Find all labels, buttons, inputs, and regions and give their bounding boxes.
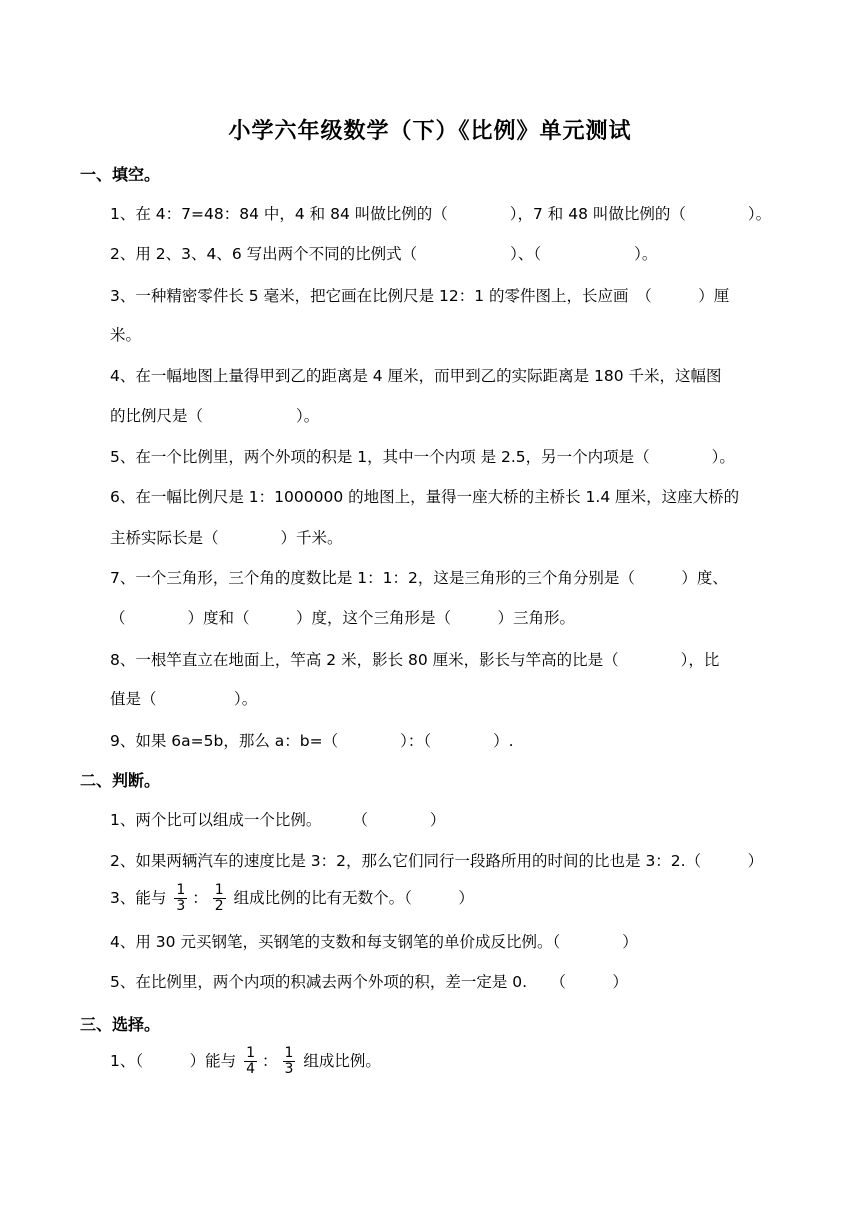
judge-question-3-suffix: 组成比例的比有无数个。（ ） (233, 889, 474, 907)
fill-question-1: 1、在 4：7=48：84 中，4 和 84 叫做比例的（ ），7 和 48 叫做比例的（ ）。 (110, 205, 772, 223)
page-title: 小学六年级数学（下）《比例》单元测试 (228, 119, 632, 144)
fraction-one-half (213, 883, 226, 914)
judge-question-3-prefix: 3、能与 (110, 889, 167, 907)
choice-question-1-suffix: 组成比例。 (303, 1052, 381, 1070)
section-choice-heading: 三、选择。 (80, 1015, 161, 1034)
judge-question-4: 4、用 30 元买钢笔，买钢笔的支数和每支钢笔的单价成反比例。（ ） (110, 933, 638, 951)
fill-question-7: 7、一个三角形，三个角的度数比是 1：1：2，这是三角形的三个角分别是（ ）度、 (110, 569, 728, 587)
judge-question-1: 1、两个比可以组成一个比例。 （ ） (110, 811, 446, 829)
fraction-one-quarter (244, 1046, 257, 1077)
choice-question-1-prefix: 1、（ ）能与 (110, 1052, 237, 1070)
fill-question-4-cont: 的比例尺是（ ）。 (110, 407, 320, 425)
section-fill-heading: 一、填空。 (80, 165, 161, 184)
ratio-colon: ： (192, 889, 208, 907)
fraction-numerator: 1 (176, 882, 186, 898)
fill-question-3: 3、一种精密零件长 5 毫米，把它画在比例尺是 12：1 的零件图上，长应画 （ ）厘 (110, 287, 730, 305)
fraction-numerator: 1 (246, 1045, 255, 1061)
section-judge-heading: 二、判断。 (80, 771, 161, 790)
fraction-numerator: 1 (284, 1045, 294, 1061)
fraction-denominator: 3 (284, 1061, 294, 1077)
fill-question-8: 8、一根竿直立在地面上，竿高 2 米，影长 80 厘米，影长与竿高的比是（ ），比 (110, 651, 720, 669)
judge-question-2: 2、如果两辆汽车的速度比是 3：2，那么它们同行一段路所用的时间的比也是 3：2.（ ） (110, 852, 764, 870)
choice-question-1 (110, 1043, 381, 1079)
fill-question-3-cont: 米。 (110, 326, 142, 344)
fraction-denominator: 4 (246, 1061, 255, 1077)
fraction-one-third (283, 1046, 296, 1077)
ratio-colon: ： (261, 1052, 278, 1070)
judge-question-3 (110, 880, 474, 916)
judge-question-5: 5、在比例里，两个内项的积减去两个外项的积，差一定是 0. （ ） (110, 973, 628, 991)
fraction-denominator: 3 (176, 898, 186, 914)
fraction-one-third (174, 883, 187, 914)
fill-question-8-cont: 值是（ ）。 (110, 690, 258, 708)
fill-question-7-cont: （ ）度和（ ）度，这个三角形是（ ）三角形。 (110, 609, 576, 627)
fill-question-6: 6、在一幅比例尺是 1：1000000 的地图上，量得一座大桥的主桥长 1.4 厘米，这座大桥的 (110, 488, 740, 506)
fill-question-9: 9、如果 6a=5b，那么 a：b=（ ）：（ ）. (110, 732, 514, 750)
fill-question-4: 4、在一幅地图上量得甲到乙的距离是 4 厘米，而甲到乙的实际距离是 180 千米，这幅图 (110, 367, 722, 385)
fill-question-5: 5、在一个比例里，两个外项的积是 1，其中一个内项 是 2.5，另一个内项是（ ）。 (110, 448, 735, 466)
fill-question-6-cont: 主桥实际长是（ ）千米。 (110, 529, 343, 547)
fraction-denominator: 2 (214, 898, 224, 914)
fill-question-2: 2、用 2、3、4、6 写出两个不同的比例式（ ）、（ ）。 (110, 245, 658, 263)
fraction-numerator: 1 (214, 882, 224, 898)
